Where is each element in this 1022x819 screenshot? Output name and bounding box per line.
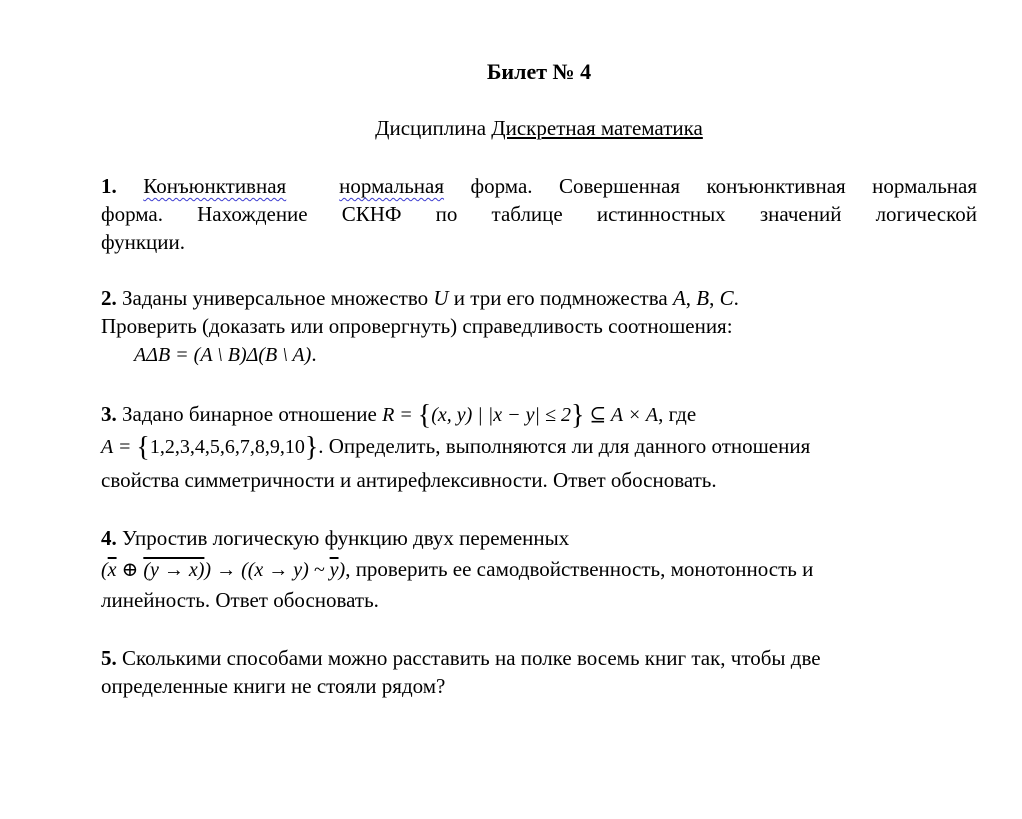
question-5-number: 5. xyxy=(101,646,117,670)
question-5-line-1 xyxy=(101,644,977,672)
logic-function-formula xyxy=(101,559,345,581)
question-2-sep-1: , xyxy=(685,286,697,310)
question-2-line-1 xyxy=(101,284,977,312)
question-4 xyxy=(101,524,977,614)
question-1-term-1: Конъюнктивная xyxy=(143,174,287,198)
symmetric-difference-formula: AΔB = (A \ B)Δ(B \ A) xyxy=(134,344,312,366)
formula-middle: ) → ((x → y) ~ xyxy=(204,559,330,581)
formula-xor: ⊕ xyxy=(116,559,144,581)
relation-condition: (x, y) | |x − y| ≤ 2 xyxy=(431,404,572,426)
question-4-line-1 xyxy=(101,524,977,552)
question-3 xyxy=(101,400,977,494)
question-1-term-2: нормальная xyxy=(339,174,445,198)
question-2-sep-2: , xyxy=(709,286,720,310)
question-3-text-3: . Определить, выполняются ли для данного отношения xyxy=(318,434,811,458)
question-1-line-2: форма. Нахождение СКНФ по таблице истинностных значений логической xyxy=(101,202,977,226)
set-u: U xyxy=(433,286,449,310)
discipline-prefix: Дисциплина xyxy=(375,116,487,140)
formula-paren-close: ) xyxy=(338,559,346,581)
question-2-text-2: и три его подмножества xyxy=(448,286,673,310)
set-a-lhs: A = xyxy=(101,436,137,458)
relation-lhs: R = xyxy=(382,404,418,426)
question-2-number: 2. xyxy=(101,286,117,310)
formula-negated-implication: (y → x) xyxy=(143,559,205,581)
formula-not-x: $\overline{x}$ xyxy=(107,559,117,581)
question-2-text-1: Заданы универсальное множество xyxy=(116,286,434,310)
question-4-line-2 xyxy=(101,552,977,586)
question-2 xyxy=(101,284,977,369)
question-2-formula-line xyxy=(101,340,977,369)
question-1-line-1-rest: форма. Совершенная конъюнктивная нормальная xyxy=(444,174,978,198)
set-brace-open: { xyxy=(136,432,150,463)
set-b: B xyxy=(696,286,710,310)
set-elements: 1,2,3,4,5,6,7,8,9,10 xyxy=(149,436,305,458)
question-3-text-1: Задано бинарное отношение xyxy=(116,402,383,426)
question-2-line-2: Проверить (доказать или опровергнуть) справедливость соотношения: xyxy=(101,314,733,338)
formula-paren-open: ( xyxy=(101,559,108,581)
question-5-line-2: определенные книги не стояли рядом? xyxy=(101,674,446,698)
question-3-line-1 xyxy=(101,400,977,432)
question-4-text-2: , проверить ее самодвойственность, монотонность и xyxy=(345,557,814,581)
question-4-text-1: Упростив логическую функцию двух переменных xyxy=(116,526,570,550)
question-3-line-3: свойства симметричности и антирефлексивности. Ответ обосновать. xyxy=(101,468,717,492)
question-3-text-2: , где xyxy=(658,402,697,426)
relation-brace-open: { xyxy=(417,400,432,431)
question-2-formula-end: . xyxy=(311,342,317,366)
question-4-number: 4. xyxy=(101,526,117,550)
relation-subset: ⊆ A × A xyxy=(589,404,659,426)
relation-brace-close: } xyxy=(571,400,585,431)
set-c: C xyxy=(719,286,734,310)
question-5 xyxy=(101,644,977,700)
formula-not-y: $\overline{y}$ xyxy=(329,559,339,581)
question-2-end-1: . xyxy=(733,286,739,310)
question-1-line-3: функции. xyxy=(101,230,185,254)
question-1-number: 1. xyxy=(101,174,117,198)
set-brace-close: } xyxy=(304,432,319,463)
set-a: A xyxy=(672,286,686,310)
question-1-line-1 xyxy=(101,172,977,200)
discipline-line xyxy=(101,114,977,142)
question-5-text-1: Сколькими способами можно расставить на полке восемь книг так, чтобы две xyxy=(116,646,821,670)
question-1 xyxy=(101,172,977,256)
set-a-definition xyxy=(101,432,319,463)
question-3-number: 3. xyxy=(101,402,117,426)
discipline-name: Дискретная математика xyxy=(491,116,703,140)
question-4-line-3: линейность. Ответ обосновать. xyxy=(101,588,379,612)
ticket-title: Билет № 4 xyxy=(486,59,592,84)
question-3-line-2 xyxy=(101,432,977,466)
relation-formula xyxy=(382,400,659,431)
